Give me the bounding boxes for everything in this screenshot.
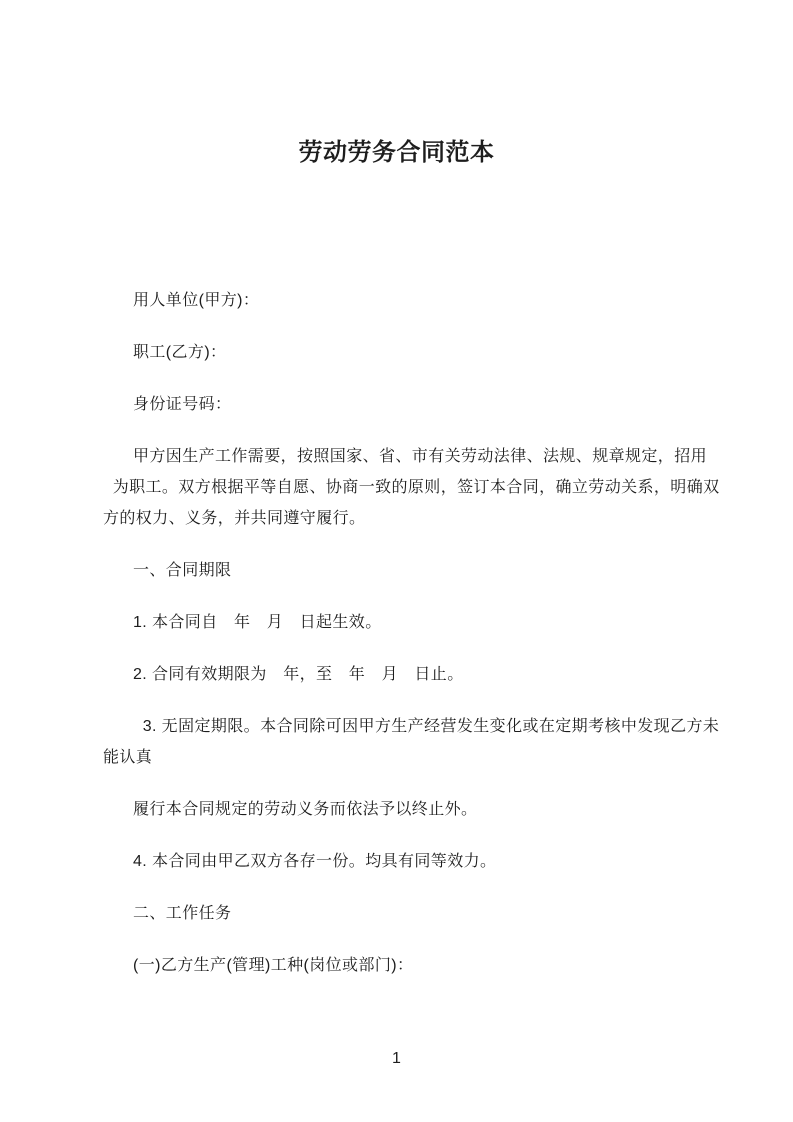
para-preamble: [103, 441, 720, 534]
section-heading-text: 二、工作任务: [133, 905, 232, 922]
text-line: 甲方因生产工作需要，按照国家、省、市有关劳动法律、法规、规章规定，招用: [133, 448, 708, 465]
text-line: 4. 本合同由甲乙双方各存一份。均具有同等效力。: [133, 853, 497, 870]
section-heading-text: 一、合同期限: [133, 562, 232, 579]
contract-title: 劳动劳务合同范本: [298, 139, 495, 166]
heading-section-2: [103, 898, 705, 929]
para-work-type: [103, 950, 705, 981]
text-line: 3. 无固定期限。本合同除可因甲方生产经营发生变化或在定期考核中发现乙方未: [133, 718, 720, 735]
text-line: 用人单位(甲方)：: [133, 292, 260, 309]
text-line: 2. 合同有效期限为 年，至 年 月 日止。: [133, 666, 464, 683]
para-item-2: [103, 659, 705, 690]
text-line: 身份证号码：: [133, 396, 232, 413]
document-body: [103, 285, 720, 981]
text-line: 职工(乙方)：: [133, 344, 227, 361]
para-party-b: [103, 337, 705, 368]
para-item-1: [103, 607, 705, 638]
para-item-4: [103, 846, 705, 877]
para-party-a: [103, 285, 705, 316]
page-number: 1: [392, 1050, 401, 1067]
text-line: 1. 本合同自 年 月 日起生效。: [133, 614, 382, 631]
text-line: 履行本合同规定的劳动义务而依法予以终止外。: [133, 801, 478, 818]
heading-section-1: [103, 555, 705, 586]
para-item-3-continuation: [103, 794, 705, 825]
para-id-number: [103, 389, 705, 420]
text-line: (一)乙方生产(管理)工种(岗位或部门)：: [133, 957, 414, 974]
text-line: 方的权力、义务，并共同遵守履行。: [103, 510, 366, 527]
text-line: 为职工。双方根据平等自愿、协商一致的原则，签订本合同，确立劳动关系，明确双: [103, 479, 720, 496]
para-item-3: [103, 711, 720, 773]
text-line: 能认真: [103, 749, 153, 766]
